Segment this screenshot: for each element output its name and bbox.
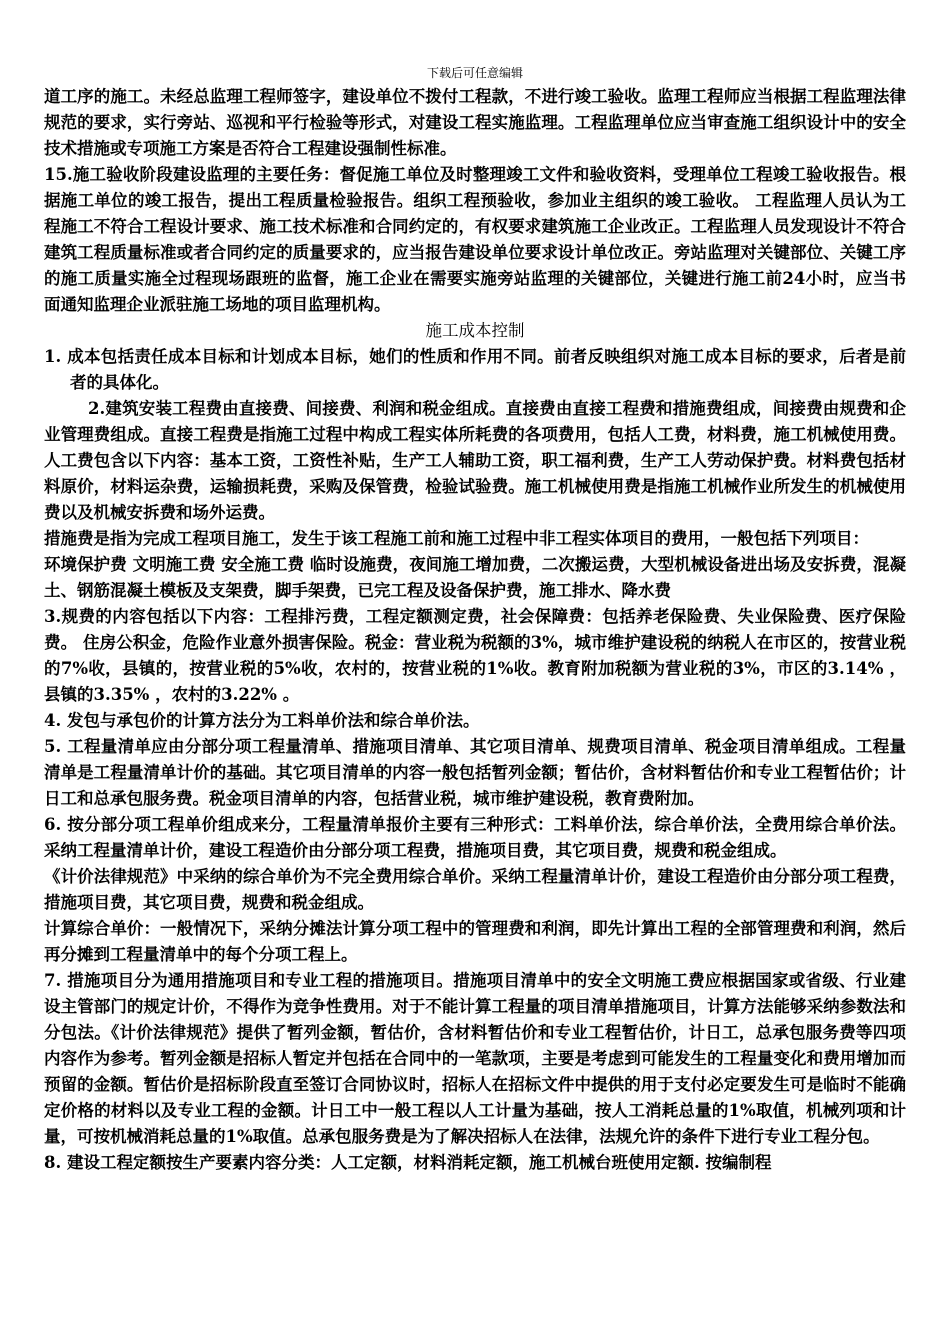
paragraph: 1. 成本包括责任成本目标和计划成本目标，她们的性质和作用不同。前者反映组织对施工成本目标的要求，后者是前者的具体化。: [44, 347, 906, 392]
paragraph: 措施费是指为完成工程项目施工，发生于该工程施工前和施工过程中非工程实体项目的费用，一般包括下列项目：: [44, 529, 869, 548]
paragraph: 5. 工程量清单应由分部分项工程量清单、措施项目清单、其它项目清单、规费项目清单、税金项目清单组成。工程量清单是工程量清单计价的基础。其它项目清单的内容一般包括暂列金额；暂估价，含材料暂估价和专业工程暂估价；计日工和总承包服务费。税金项目清单的内容，包括营业税，城市维护建设税，教育费附加。: [44, 737, 906, 808]
paragraph: 6. 按分部分项工程单价组成来分，工程量清单报价主要有三种形式：工料单价法，综合单价法，全费用综合单价法。采纳工程量清单计价，建设工程造价由分部分项工程费，措施项目费，其它项目费，规费和税金组成。: [44, 815, 906, 860]
paragraph: 8. 建设工程定额按生产要素内容分类：人工定额，材料消耗定额，施工机械台班使用定额. 按编制程: [44, 1153, 772, 1172]
paragraph: 4. 发包与承包价的计算方法分为工料单价法和综合单价法。: [44, 711, 480, 730]
page-header: 下载后可任意编辑: [426, 66, 523, 80]
section-heading: 施工成本控制: [425, 321, 525, 340]
document-body: [44, 84, 906, 1176]
paragraph: 环境保护费 文明施工费 安全施工费 临时设施费，夜间施工增加费，二次搬运费，大型机械设备进出场及安拆费，混凝土、钢筋混凝土模板及支架费，脚手架费，已完工程及设备保护费，施工排水、降水费: [44, 555, 906, 600]
paragraph: 《计价法律规范》中采纳的综合单价为不完全费用综合单价。采纳工程量清单计价，建设工程造价由分部分项工程费，措施项目费，其它项目费，规费和税金组成。: [44, 867, 906, 912]
paragraph: 道工序的施工。未经总监理工程师签字，建设单位不拨付工程款，不进行竣工验收。监理工程师应当根据工程监理法律规范的要求，实行旁站、巡视和平行检验等形式，对建设工程实施监理。工程监理单位应当审查施工组织设计中的安全技术措施或专项施工方案是否符合工程建设强制性标准。: [44, 87, 906, 158]
paragraph: 15.施工验收阶段建设监理的主要任务：督促施工单位及时整理竣工文件和验收资料，受理单位工程竣工验收报告。根据施工单位的竣工报告，提出工程质量检验报告。组织工程预验收，参加业主组织的竣工验收。 工程监理人员认为工程施工不符合工程设计要求、施工技术标准和合同约定的，有权要求建筑施工企业改正。工程监理人员发现设计不符合建筑工程质量标准或者合同约定的质量要求的，应当报告建设单位要求设计单位改正。旁站监理对关键部位、关键工序的施工质量实施全过程现场跟班的监督，施工企业在需要实施旁站监理的关键部位，关键进行施工前24小时，应当书面通知监理企业派驻施工场地的项目监理机构。: [44, 165, 906, 314]
paragraph: 3.规费的内容包括以下内容：工程排污费，工程定额测定费，社会保障费：包括养老保险费、失业保险费、医疗保险费。 住房公积金，危险作业意外损害保险。税金：营业税为税额的3%，城市维护建设税的纳税人在市区的，按营业税的7%收，县镇的，按营业税的5%收，农村的，按营业税的1%收。教育附加税额为营业税的3%，市区的3.14% ，县镇的3.35% ，农村的3.22% 。: [44, 607, 906, 704]
paragraph: 7. 措施项目分为通用措施项目和专业工程的措施项目。措施项目清单中的安全文明施工费应根据国家或省级、行业建设主管部门的规定计价，不得作为竞争性费用。对于不能计算工程量的项目清单措施项目，计算方法能够采纳参数法和分包法。《计价法律规范》提供了暂列金额，暂估价，含材料暂估价和专业工程暂估价，计日工，总承包服务费等四项内容作为参考。暂列金额是招标人暂定并包括在合同中的一笔款项，主要是考虑到可能发生的工程量变化和费用增加而预留的金额。暂估价是招标阶段直至签订合同协议时，招标人在招标文件中提供的用于支付必定要发生可是临时不能确定价格的材料以及专业工程的金额。计日工中一般工程以人工计量为基础，按人工消耗总量的1%取值，机械列项和计量，可按机械消耗总量的1%取值。总承包服务费是为了解决招标人在法律，法规允许的条件下进行专业工程分包。: [44, 971, 906, 1146]
paragraph: 2.建筑安装工程费由直接费、间接费、利润和税金组成。直接费由直接工程费和措施费组成，间接费由规费和企业管理费组成。直接工程费是指施工过程中构成工程实体所耗费的各项费用，包括人工费，材料费，施工机械使用费。人工费包含以下内容：基本工资，工资性补贴，生产工人辅助工资，职工福利费，生产工人劳动保护费。材料费包括材料原价，材料运杂费，运输损耗费，采购及保管费，检验试验费。施工机械使用费是指施工机械作业所发生的机械使用费以及机械安拆费和场外运费。: [44, 399, 906, 522]
paragraph: 计算综合单价：一般情况下，采纳分摊法计算分项工程中的管理费和利润，即先计算出工程的全部管理费和利润，然后再分摊到工程量清单中的每个分项工程上。: [44, 919, 906, 964]
